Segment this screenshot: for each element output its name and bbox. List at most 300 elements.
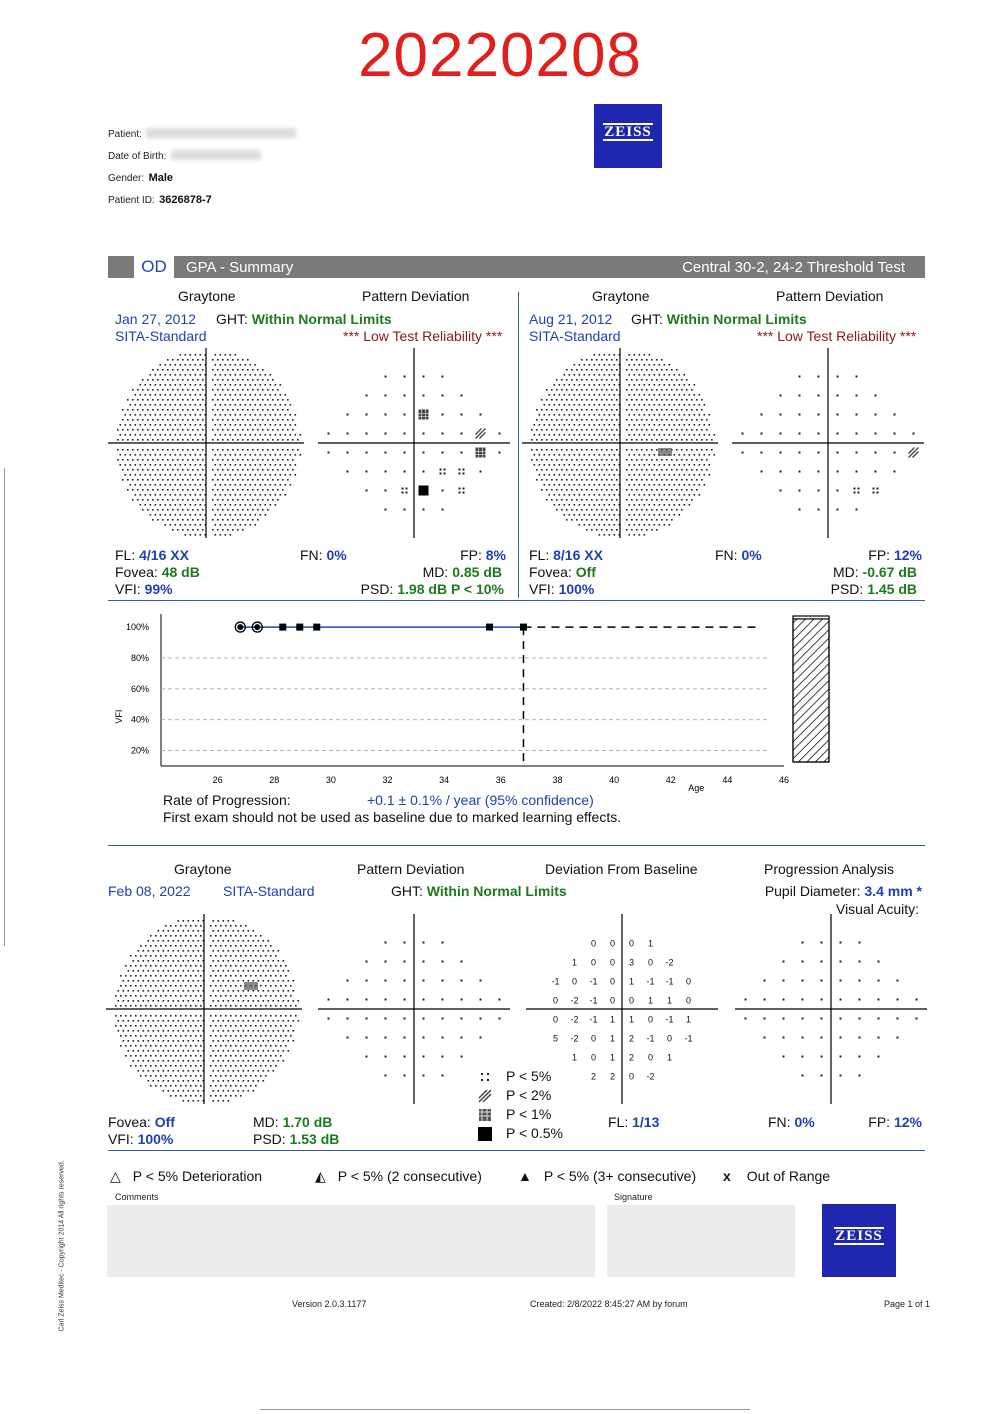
graytone-dot (140, 464, 142, 466)
graytone-dot (153, 1050, 155, 1052)
normal-point (802, 1056, 804, 1058)
graytone-dot (123, 980, 125, 982)
graytone-dot (541, 429, 543, 431)
graytone-dot (272, 399, 274, 401)
eye-label: OD (134, 256, 174, 278)
graytone-dot (689, 424, 691, 426)
graytone-dot (292, 469, 294, 471)
graytone-dot (163, 990, 165, 992)
graytone-dot (155, 965, 157, 967)
graytone-dot (649, 394, 651, 396)
graytone-dot (220, 494, 222, 496)
graytone-dot (616, 399, 618, 401)
graytone-dot (187, 369, 189, 371)
graytone-dot (185, 1035, 187, 1037)
graytone-dot (145, 384, 147, 386)
graytone-dot (188, 1030, 190, 1032)
graytone-dot (664, 394, 666, 396)
graytone-dot (659, 504, 661, 506)
graytone-dot (255, 414, 257, 416)
graytone-dot (268, 950, 270, 952)
graytone-dot (669, 374, 671, 376)
graytone-dot (273, 1040, 275, 1042)
graytone-dot (165, 955, 167, 957)
graytone-dot (609, 354, 611, 356)
graytone-dot (183, 960, 185, 962)
graytone-dot (167, 379, 169, 381)
graytone-dot (218, 1030, 220, 1032)
comments-box[interactable] (107, 1205, 595, 1277)
graytone-dot (250, 1035, 252, 1037)
graytone-dot (282, 409, 284, 411)
graytone-dot (155, 975, 157, 977)
graytone-dot (192, 499, 194, 501)
graytone-dot (551, 479, 553, 481)
graytone-dot (160, 464, 162, 466)
graytone-dot (215, 414, 217, 416)
graytone-dot (138, 1070, 140, 1072)
signature-box[interactable] (607, 1205, 795, 1277)
normal-point (461, 452, 463, 454)
graytone-dot (589, 424, 591, 426)
graytone-dot (694, 394, 696, 396)
graytone-dot (576, 399, 578, 401)
graytone-dot (564, 434, 566, 436)
graytone-dot (127, 459, 129, 461)
p5-mark (463, 492, 465, 494)
graytone-dot (115, 1005, 117, 1007)
graytone-dot (158, 1070, 160, 1072)
graytone-dot (252, 399, 254, 401)
graytone-dot (626, 439, 628, 441)
graytone-dot (228, 1100, 230, 1102)
graytone-dot (193, 1100, 195, 1102)
graytone-dot (252, 409, 254, 411)
graytone-dot (220, 945, 222, 947)
graytone-dot (699, 494, 701, 496)
graytone-dot (180, 1075, 182, 1077)
graytone-dot (200, 404, 202, 406)
graytone-dot (263, 1080, 265, 1082)
graytone-dot (649, 404, 651, 406)
graytone-dot (185, 975, 187, 977)
graytone-dot (666, 419, 668, 421)
graytone-dot (185, 1055, 187, 1057)
graytone-dot (175, 995, 177, 997)
graytone-dot (534, 434, 536, 436)
graytone-dot (177, 449, 179, 451)
graytone-dot (148, 950, 150, 952)
graytone-dot (212, 369, 214, 371)
graytone-dot (137, 489, 139, 491)
graytone-dot (210, 1045, 212, 1047)
graytone-dot (198, 980, 200, 982)
graytone-dot (594, 464, 596, 466)
graytone-dot (671, 389, 673, 391)
deviation-value: -1 (589, 976, 598, 987)
graytone-dot (217, 389, 219, 391)
graytone-dot (165, 1075, 167, 1077)
graytone-dot (173, 1000, 175, 1002)
p5-mark (459, 492, 461, 494)
graytone-dot (287, 419, 289, 421)
vfi-bar (792, 615, 832, 770)
graytone-dot (631, 499, 633, 501)
graytone-dot (165, 424, 167, 426)
graytone-dot (202, 499, 204, 501)
graytone-dot (187, 459, 189, 461)
graytone-dot (599, 484, 601, 486)
graytone-dot (183, 990, 185, 992)
exam2-md-value: -0.67 dB (862, 564, 917, 580)
graytone-dot (649, 474, 651, 476)
graytone-dot (170, 995, 172, 997)
graytone-dot (155, 424, 157, 426)
normal-point (837, 452, 839, 454)
graytone-dot (591, 359, 593, 361)
normal-point (385, 942, 387, 944)
graytone-dot (242, 439, 244, 441)
graytone-dot (190, 945, 192, 947)
graytone-dot (175, 364, 177, 366)
graytone-dot (187, 509, 189, 511)
graytone-dot (215, 454, 217, 456)
graytone-dot (135, 464, 137, 466)
graytone-dot (213, 1000, 215, 1002)
graytone-dot (646, 419, 648, 421)
graytone-dot (225, 514, 227, 516)
graytone-dot (215, 384, 217, 386)
graytone-dot (162, 509, 164, 511)
graytone-dot (167, 359, 169, 361)
version-text: Version 2.0.3.1177 (292, 1299, 367, 1309)
graytone-dot (220, 454, 222, 456)
normal-point (366, 980, 368, 982)
graytone-dot (223, 920, 225, 922)
graytone-dot (135, 995, 137, 997)
graytone-dot (240, 1005, 242, 1007)
normal-point (837, 490, 839, 492)
normal-point (385, 1075, 387, 1077)
graytone-dot (656, 499, 658, 501)
normal-point (897, 999, 899, 1001)
graytone-dot (709, 414, 711, 416)
graytone-dot (247, 499, 249, 501)
graytone-dot (157, 519, 159, 521)
graytone-dot (275, 1065, 277, 1067)
graytone-dot (694, 474, 696, 476)
graytone-dot (666, 509, 668, 511)
normal-point (480, 999, 482, 1001)
normal-point (840, 1075, 842, 1077)
graytone-dot (634, 454, 636, 456)
graytone-dot (679, 494, 681, 496)
graytone-dot (691, 399, 693, 401)
p5-symbol-icon (478, 1070, 492, 1084)
graytone-dot (165, 454, 167, 456)
graytone-dot (258, 1020, 260, 1022)
graytone-dot (210, 1015, 212, 1017)
graytone-dot (187, 389, 189, 391)
graytone-dot (546, 469, 548, 471)
graytone-dot (267, 459, 269, 461)
graytone-dot (252, 499, 254, 501)
graytone-dot (701, 469, 703, 471)
graytone-dot (270, 1015, 272, 1017)
graytone-dot (679, 414, 681, 416)
graytone-dot (240, 474, 242, 476)
graytone-dot (242, 419, 244, 421)
graytone-dot (187, 499, 189, 501)
graytone-dot (664, 504, 666, 506)
graytone-dot (616, 529, 618, 531)
graytone-dot (599, 464, 601, 466)
graytone-dot (626, 379, 628, 381)
graytone-dot (257, 469, 259, 471)
graytone-dot (170, 374, 172, 376)
p5-mark (406, 488, 408, 490)
graytone-dot (701, 439, 703, 441)
p1-mark (476, 448, 486, 458)
graytone-dot (125, 434, 127, 436)
graytone-dot (258, 960, 260, 962)
graytone-dot (222, 519, 224, 521)
graytone-dot (190, 354, 192, 356)
graytone-dot (566, 449, 568, 451)
graytone-dot (240, 434, 242, 436)
graytone-dot (237, 399, 239, 401)
graytone-dot (255, 424, 257, 426)
graytone-dot (245, 945, 247, 947)
graytone-dot (280, 1035, 282, 1037)
graytone-dot (165, 404, 167, 406)
graytone-dot (140, 1075, 142, 1077)
graytone-dot (691, 419, 693, 421)
graytone-dot (160, 404, 162, 406)
graytone-dot (235, 1085, 237, 1087)
graytone-dot (148, 960, 150, 962)
graytone-dot (260, 1005, 262, 1007)
graytone-dot (554, 384, 556, 386)
deviation-value: 0 (590, 957, 597, 968)
graytone-dot (222, 479, 224, 481)
graytone-dot (162, 399, 164, 401)
graytone-dot (596, 489, 598, 491)
graytone-dot (165, 514, 167, 516)
graytone-dot (237, 429, 239, 431)
graytone-dot (175, 965, 177, 967)
graytone-dot (706, 469, 708, 471)
graytone-dot (694, 464, 696, 466)
deviation-value: 0 (552, 1014, 559, 1025)
graytone-dot (225, 384, 227, 386)
graytone-dot (253, 1030, 255, 1032)
graytone-dot (676, 409, 678, 411)
normal-point (366, 1037, 368, 1039)
graytone-dot (157, 369, 159, 371)
graytone-dot (679, 514, 681, 516)
graytone-dot (225, 985, 227, 987)
graytone-dot (273, 980, 275, 982)
graytone-dot (130, 985, 132, 987)
graytone-dot (255, 374, 257, 376)
graytone-dot (649, 414, 651, 416)
graytone-dot (160, 1025, 162, 1027)
graytone-dot (152, 489, 154, 491)
graytone-dot (228, 1000, 230, 1002)
graytone-dot (122, 409, 124, 411)
current-fn-value: 0% (794, 1114, 815, 1130)
graytone-dot (649, 504, 651, 506)
graytone-dot (280, 1005, 282, 1007)
normal-point (385, 1037, 387, 1039)
graytone-dot (701, 419, 703, 421)
graytone-dot (167, 399, 169, 401)
graytone-dot (659, 384, 661, 386)
graytone-dot (268, 980, 270, 982)
graytone-dot (539, 454, 541, 456)
graytone-dot (157, 459, 159, 461)
graytone-dot (606, 519, 608, 521)
normal-point (423, 433, 425, 435)
graytone-dot (185, 1005, 187, 1007)
deviation-value: -1 (646, 976, 655, 987)
normal-point (818, 395, 820, 397)
graytone-dot (225, 965, 227, 967)
normal-point (859, 961, 861, 963)
graytone-dot (263, 970, 265, 972)
graytone-dot (611, 499, 613, 501)
graytone-dot (190, 965, 192, 967)
normal-point (385, 961, 387, 963)
graytone-dot (138, 1030, 140, 1032)
graytone-dot (197, 519, 199, 521)
graytone-dot (631, 459, 633, 461)
graytone-dot (666, 379, 668, 381)
graytone-dot (250, 424, 252, 426)
graytone-dot (706, 429, 708, 431)
graytone-dot (180, 414, 182, 416)
exam1-vfi-value: 99% (144, 581, 173, 597)
graytone-dot (253, 980, 255, 982)
deviation-value: 0 (590, 938, 597, 949)
graytone-dot (215, 1005, 217, 1007)
graytone-dot (263, 990, 265, 992)
graytone-dot (280, 1045, 282, 1047)
graytone-dot (639, 424, 641, 426)
graytone-dot (220, 975, 222, 977)
graytone-dot (596, 469, 598, 471)
normal-point (461, 1037, 463, 1039)
graytone-dot (554, 474, 556, 476)
graytone-dot (188, 950, 190, 952)
normal-point (385, 452, 387, 454)
graytone-dot (147, 449, 149, 451)
graytone-dot (173, 940, 175, 942)
graytone-dot (192, 459, 194, 461)
graytone-dot (639, 504, 641, 506)
graytone-dot (117, 439, 119, 441)
graytone-dot (694, 484, 696, 486)
graytone-dot (147, 439, 149, 441)
graytone-dot (142, 419, 144, 421)
graytone-dot (674, 504, 676, 506)
graytone-dot (629, 474, 631, 476)
graytone-dot (200, 995, 202, 997)
graytone-dot (225, 1025, 227, 1027)
graytone-dot (574, 494, 576, 496)
graytone-dot (278, 990, 280, 992)
graytone-dot (606, 489, 608, 491)
graytone-dot (631, 439, 633, 441)
graytone-dot (202, 419, 204, 421)
graytone-dot (145, 945, 147, 947)
graytone-dot (701, 479, 703, 481)
graytone-dot (200, 394, 202, 396)
graytone-dot (210, 965, 212, 967)
graytone-dot (584, 524, 586, 526)
pupil-value: 3.4 mm * (864, 883, 922, 899)
graytone-dot (242, 369, 244, 371)
graytone-dot (566, 459, 568, 461)
graytone-dot (634, 354, 636, 356)
graytone-dot (629, 534, 631, 536)
graytone-dots (115, 920, 299, 1102)
graytone-dot (594, 494, 596, 496)
graytone-dot (210, 1005, 212, 1007)
graytone-dot (674, 434, 676, 436)
graytone-dot (591, 399, 593, 401)
graytone-dot (248, 1000, 250, 1002)
graytone-dot (609, 494, 611, 496)
graytone-dot (639, 464, 641, 466)
zeiss-logo-text: ZEISS (604, 124, 652, 140)
current-strategy: SITA-Standard (223, 883, 315, 899)
graytone-dot (150, 1035, 152, 1037)
graytone-dot (596, 409, 598, 411)
graytone-dot (586, 419, 588, 421)
graytone-dot (243, 1000, 245, 1002)
graytone-dot (654, 524, 656, 526)
deviation-value: 1 (571, 957, 578, 968)
graytone-dot (142, 489, 144, 491)
graytone-dot (150, 494, 152, 496)
graytone-dot (180, 935, 182, 937)
graytone-dot (130, 1065, 132, 1067)
graytone-dot (230, 394, 232, 396)
deviation-value: 1 (571, 1052, 578, 1063)
graytone-dot (674, 414, 676, 416)
graytone-dot (656, 399, 658, 401)
graytone-dot (188, 1020, 190, 1022)
graytone-dot (569, 434, 571, 436)
graytone-dot (250, 484, 252, 486)
graytone-dot (160, 364, 162, 366)
normal-point (366, 999, 368, 1001)
graytone-dot (541, 469, 543, 471)
page-number: Page 1 of 1 (884, 1299, 931, 1309)
graytone-dot (581, 359, 583, 361)
graytone-dot (130, 1015, 132, 1017)
graytone-dot (267, 499, 269, 501)
graytone-dot (551, 389, 553, 391)
graytone-dot (232, 429, 234, 431)
graytone-dot (202, 489, 204, 491)
graytone-dot (589, 384, 591, 386)
normal-point (423, 1075, 425, 1077)
graytone-dot (255, 995, 257, 997)
deterioration-icon: △ (110, 1168, 121, 1184)
